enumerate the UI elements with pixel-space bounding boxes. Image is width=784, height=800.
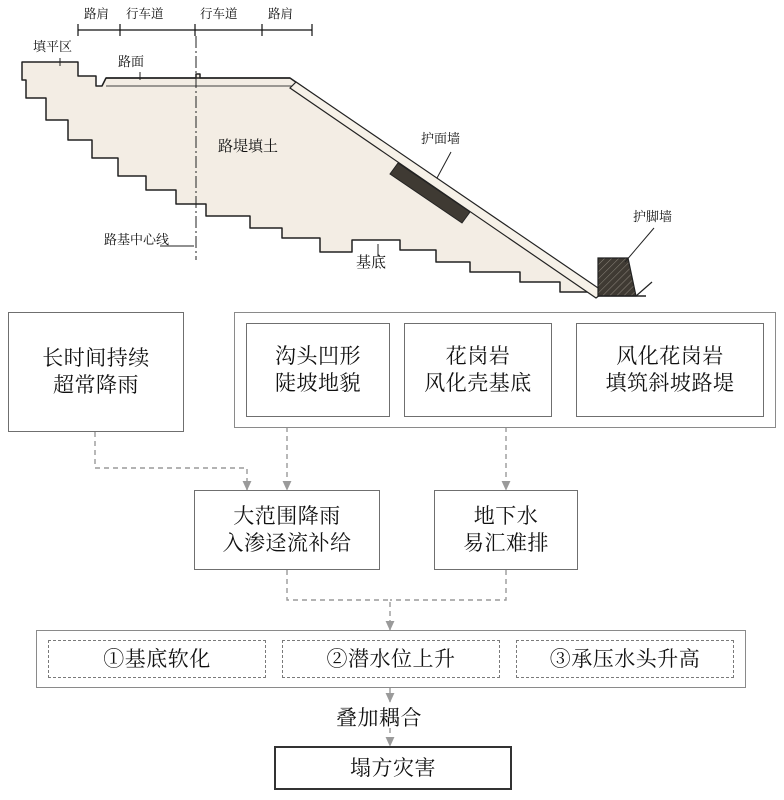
process-box-groundwater-drainage-line2: 易汇难排 bbox=[463, 531, 549, 555]
result-box-collapse-disaster: 塌方灾害 bbox=[274, 746, 512, 790]
cause-box-granite-weathered-crust bbox=[404, 323, 552, 417]
label-fill-area: 填平区 bbox=[33, 39, 73, 54]
cause-box-granite-weathered-crust-line1: 花岗岩 bbox=[445, 344, 511, 369]
cause-box-gully-concave-slope-line1: 沟头凹形 bbox=[275, 344, 361, 369]
label-pavement: 路面 bbox=[118, 54, 145, 69]
process-box-groundwater-drainage-line1: 地下水 bbox=[473, 504, 539, 529]
effect-box-base-softening: ①基底软化 bbox=[48, 640, 266, 678]
effect-box-water-table-rise: ②潜水位上升 bbox=[282, 640, 500, 678]
label-toe-protection-wall: 护脚墙 bbox=[633, 209, 673, 224]
effect-box-confined-head-rise: ③承压水头升高 bbox=[516, 640, 734, 678]
ruler-label-shoulder-left: 路肩 bbox=[84, 7, 110, 21]
cause-box-weathered-granite-fill-slope bbox=[576, 323, 764, 417]
cause-box-weathered-granite-fill-slope-line1: 风化花岗岩 bbox=[616, 344, 724, 369]
road-width-ruler bbox=[78, 24, 312, 36]
cause-box-gully-concave-slope-line2: 陡坡地貌 bbox=[275, 371, 361, 395]
embankment-cross-section bbox=[22, 62, 652, 298]
process-box-rainfall-infiltration bbox=[194, 490, 380, 570]
cause-box-weathered-granite-fill-slope-line2: 填筑斜坡路堤 bbox=[605, 371, 735, 395]
ruler-label-lane-left: 行车道 bbox=[126, 7, 164, 21]
label-roadbed-centerline: 路基中心线 bbox=[104, 232, 170, 247]
ruler-label-shoulder-right: 路肩 bbox=[268, 7, 294, 21]
ruler-label-lane-right: 行车道 bbox=[200, 7, 238, 21]
flow-connectors bbox=[95, 427, 506, 746]
label-embankment-fill: 路堤填土 bbox=[218, 139, 279, 155]
cause-box-gully-concave-slope bbox=[246, 323, 390, 417]
cause-box-prolonged-rainfall bbox=[8, 312, 184, 432]
cause-box-granite-weathered-crust-line2: 风化壳基底 bbox=[424, 371, 532, 395]
process-box-rainfall-infiltration-line2: 入渗迳流补给 bbox=[222, 531, 352, 555]
label-face-protection-wall: 护面墙 bbox=[421, 131, 461, 146]
process-box-groundwater-drainage bbox=[434, 490, 578, 570]
cause-box-prolonged-rainfall-line2: 超常降雨 bbox=[53, 373, 139, 397]
coupling-label: 叠加耦合 bbox=[336, 706, 422, 730]
label-foundation-base: 基底 bbox=[356, 255, 387, 271]
process-box-rainfall-infiltration-line1: 大范围降雨 bbox=[233, 504, 341, 529]
cause-box-prolonged-rainfall-line1: 长时间持续 bbox=[42, 346, 150, 371]
